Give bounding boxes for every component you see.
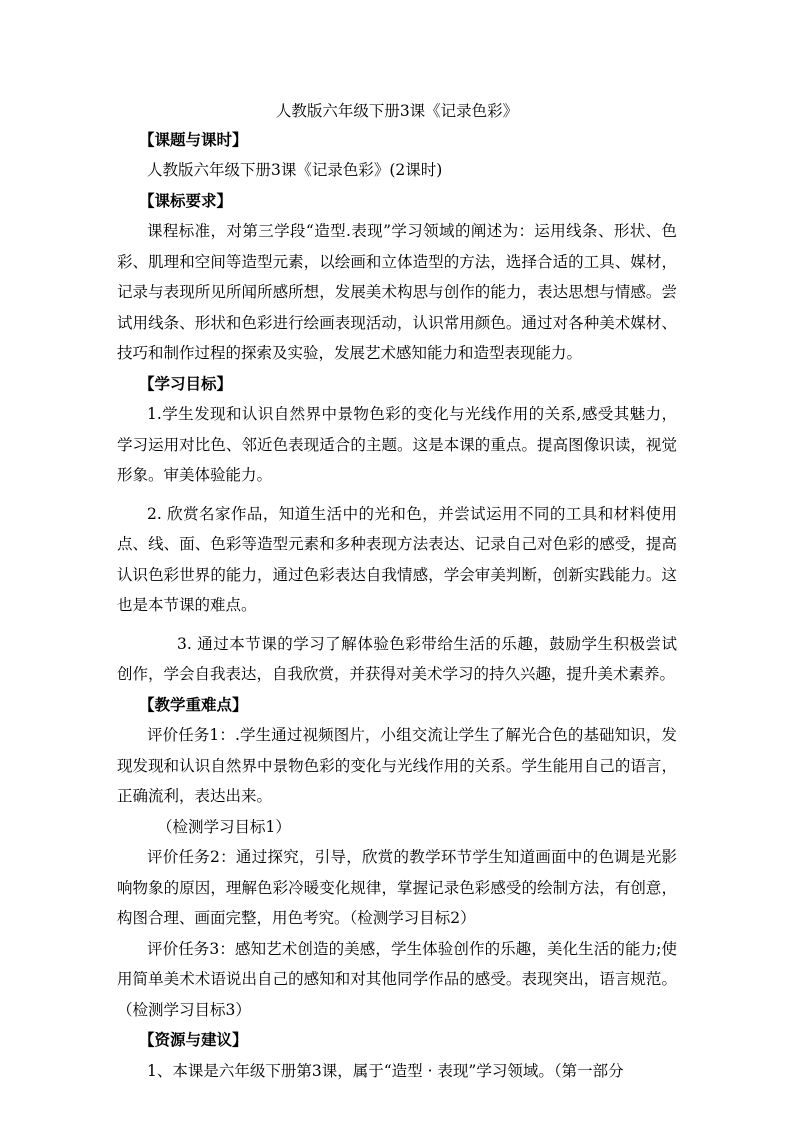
evaluation-task-2: 评价任务2：通过探究，引导，欣赏的教学环节学生知道画面中的色调是光影响物象的原因，理解色彩冷暖变化规律，掌握记录色彩感受的绘制方法，有创意，构图合理、画面完整，用色考究。（检测学习目标2）	[117, 848, 677, 927]
heading-curriculum-standard: 【课标要求】	[139, 190, 233, 210]
topic-line: 人教版六年级下册3课《记录色彩》(2课时)	[147, 161, 443, 179]
evaluation-task-1-check: （检测学习目标1）	[157, 817, 291, 836]
heading-resources-suggestions: 【资源与建议】	[139, 1030, 248, 1049]
learning-goal-1: 1.学生发现和认识自然界中景物色彩的变化与光线作用的关系,感受其魅力，学习运用对比色、邻近色表现适合的主题。这是本课的重点。提高图像识读，视觉形象。审美体验能力。	[117, 405, 677, 484]
heading-topic-and-periods: 【课题与课时】	[139, 129, 248, 149]
heading-key-difficulties: 【教学重难点】	[139, 694, 248, 714]
document-title: 人教版六年级下册3课《记录色彩》	[275, 102, 519, 120]
evaluation-task-1: 评价任务1：.学生通过视频图片，小组交流让学生了解光合色的基础知识，发现发现和认识自然界中景物色彩的变化与光线作用的关系。学生能用自己的语言，正确流利，表达出来。	[117, 726, 677, 805]
heading-learning-goals: 【学习目标】	[139, 373, 233, 393]
curriculum-standard-paragraph: 课程标准，对第三学段“造型.表现”学习领域的阐述为：运用线条、形状、色彩、肌理和空间等造型元素，以绘画和立体造型的方法，选择合适的工具、媒材，记录与表现所见所闻所感所想，发展美术构思与创作的能力，表达思想与情感。尝试用线条、形状和色彩进行绘画表现活动，认识常用颜色。通过对各种美术媒材、技巧和制作过程的探索及实验，发展艺术感知能力和造型表现能力。	[117, 222, 677, 362]
document-page	[117, 96, 677, 1086]
resources-paragraph: 1、本课是六年级下册第3课，属于“造型 · 表现”学习领域。（第一部分	[147, 1061, 624, 1080]
learning-goal-2: 2. 欣赏名家作品，知道生活中的光和色，并尝试运用不同的工具和材料使用点、线、面、色彩等造型元素和多种表现方法表达、记录自己对色彩的感受，提高认识色彩世界的能力，通过色彩表达自我情感，学会审美判断，创新实践能力。这也是本节课的难点。	[117, 504, 677, 614]
evaluation-task-3: 评价任务3：感知艺术创造的美感，学生体验创作的乐趣，美化生活的能力;使用简单美术术语说出自己的感知和对其他同学作品的感受。表现突出，语言规范。（检测学习目标3）	[117, 939, 677, 1019]
learning-goal-3: 3. 通过本节课的学习了解体验色彩带给生活的乐趣，鼓励学生积极尝试创作，学会自我表达，自我欣赏，并获得对美术学习的持久兴趣，提升美术素养。	[117, 634, 677, 683]
